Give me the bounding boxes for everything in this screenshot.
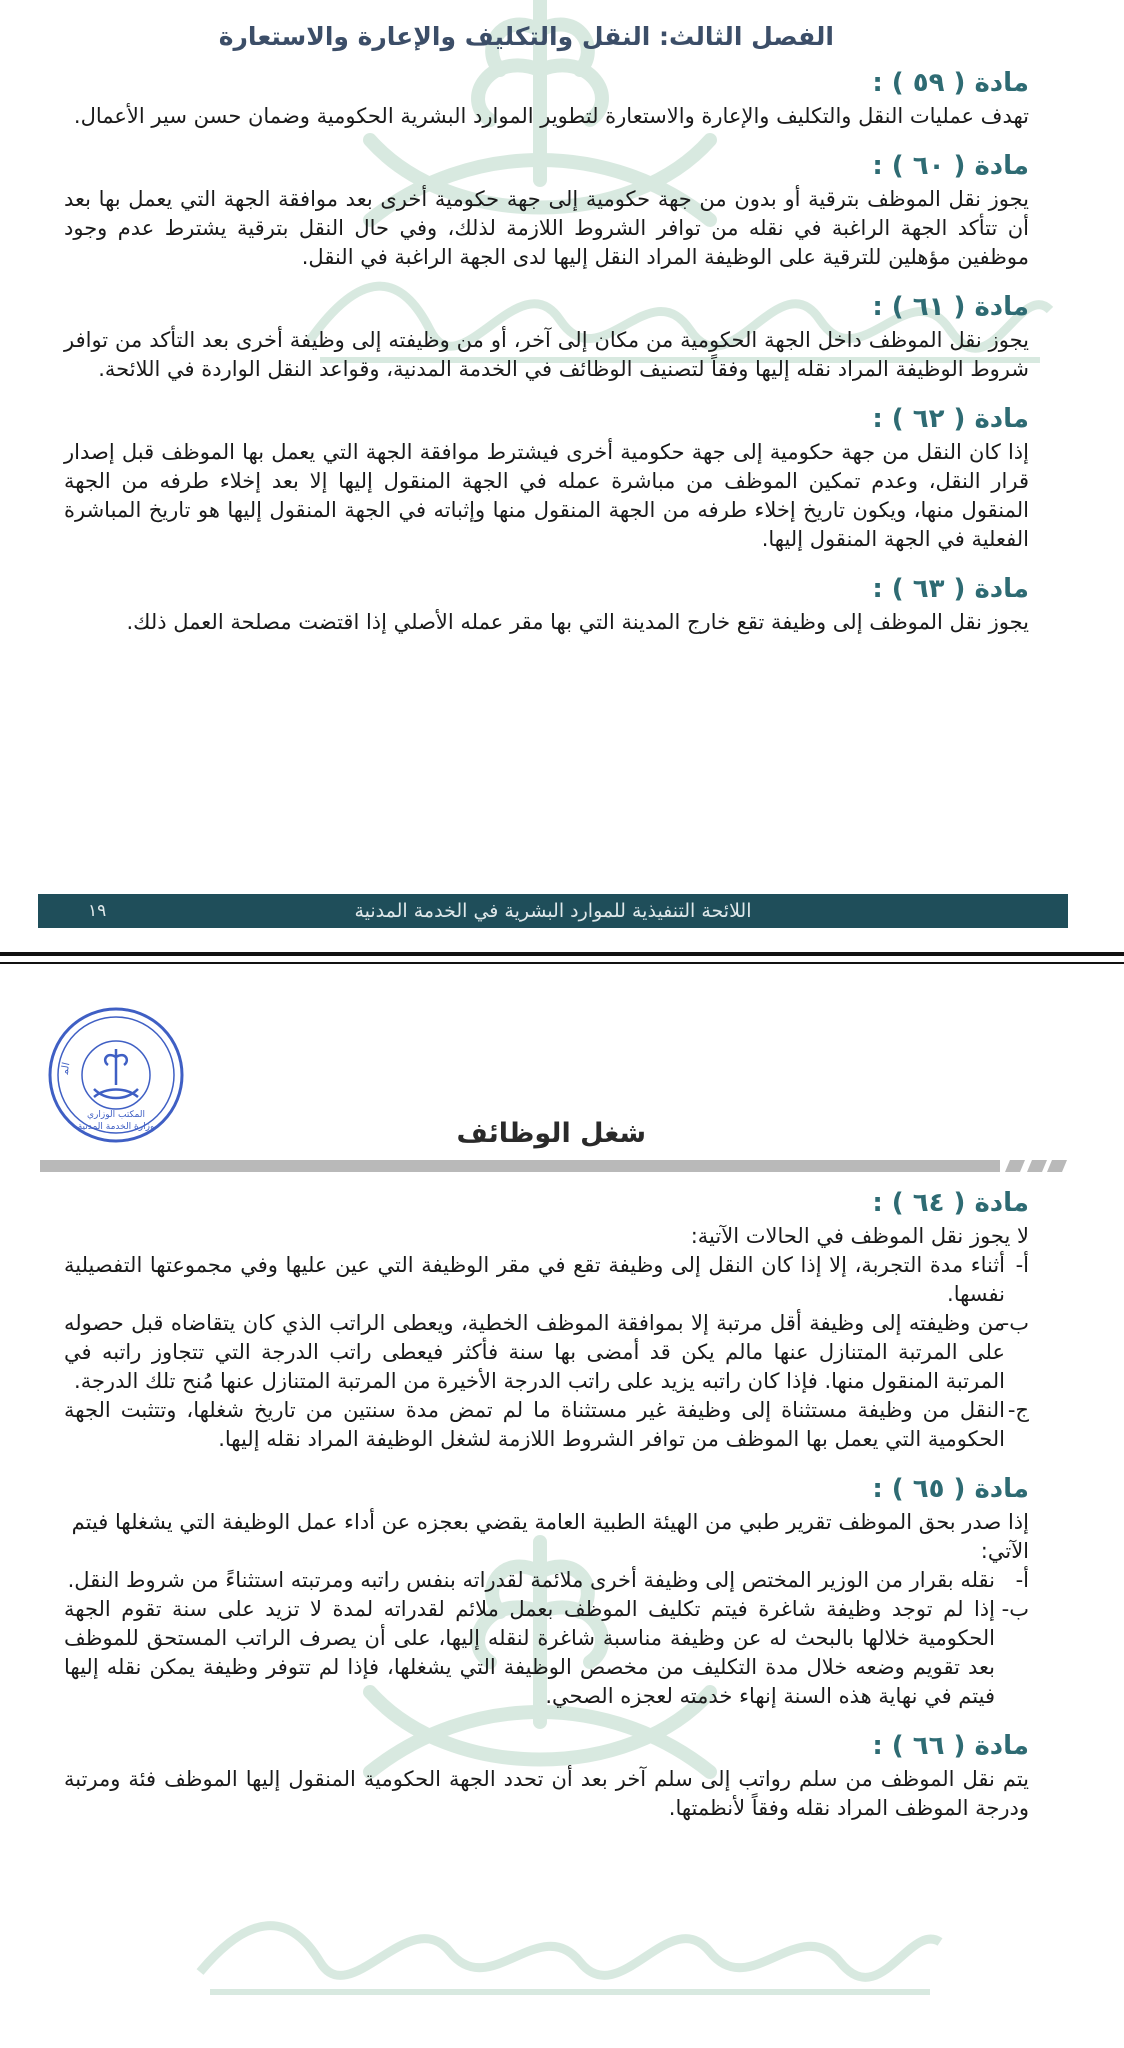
section-divider-bar (40, 1156, 1070, 1174)
seal-text: وزارة الخدمة المدنية (77, 1122, 155, 1132)
item-text: النقل من وظيفة مستثناة إلى وظيفة غير مستثناة ما لم تمض مدة سنتين من تاريخ شغلها، وتتثبت الجهة الحكومية التي يعمل بها الموظف من توافر الشروط اللازمة لشغل الوظيفة المراد نقله إليها. (64, 1398, 1005, 1451)
calligraphy-watermark (190, 1892, 950, 2002)
separator-line (0, 962, 1124, 964)
page-footer-bar (38, 894, 1068, 928)
item-marker: أ- (1015, 1568, 1029, 1592)
item-marker: ج- (1007, 1398, 1029, 1422)
article-heading: مادة ( ٦٥ ) : (872, 1474, 1029, 1504)
article-62 (64, 402, 1029, 554)
articles-section (64, 1186, 1029, 1841)
article-60 (64, 149, 1029, 272)
article-heading: مادة ( ٦٤ ) : (872, 1188, 1029, 1218)
chapter-title: الفصل الثالث: النقل والتكليف والإعارة والاستعارة (218, 22, 834, 51)
item-marker: ب- (1001, 1597, 1029, 1621)
list-item (64, 1566, 1029, 1595)
page-number: ١٩ (88, 901, 107, 921)
article-61 (64, 290, 1029, 384)
article-heading: مادة ( ٥٩ ) : (872, 68, 1029, 98)
seal-text: الم (59, 1061, 73, 1075)
article-text: يجوز نقل الموظف إلى وظيفة تقع خارج المدينة التي بها مقر عمله الأصلي إذا اقتضت مصلحة العمل ذلك. (126, 610, 1029, 634)
item-text: أثناء مدة التجربة، إلا إذا كان النقل إلى وظيفة تقع في مقر الوظيفة التي عين عليها وفي مجموعتها التفصيلية نفسها. (64, 1253, 1005, 1306)
list-item (64, 1595, 1029, 1711)
article-66 (64, 1729, 1029, 1823)
seal-text: المكتب الوزاري (87, 1110, 145, 1120)
articles-section (64, 66, 1029, 655)
item-marker: ب- (1001, 1311, 1029, 1335)
article-text: إذا كان النقل من جهة حكومية إلى جهة حكومية أخرى فيشترط موافقة الجهة التي يعمل بها الموظف قبل إصدار قرار النقل، وعدم تمكين الموظف من مباشرة عمله في الجهة المنقول إليها إلا بعد إخلاء طرفه من الجهة المنقول منها، ويكون تاريخ إخلاء طرفه من الجهة المنقول منها وإثباته في الجهة المنقول إليها هو تاريخ المباشرة الفعلية في الجهة المنقول إليها. (64, 440, 1029, 551)
article-intro: إذا صدر بحق الموظف تقرير طبي من الهيئة الطبية العامة يقضي بعجزه عن أداء عمل الوظيفة التي يشغلها فيتم الآتي: (71, 1510, 1029, 1563)
article-text: تهدف عمليات النقل والتكليف والإعارة والاستعارة لتطوير الموارد البشرية الحكومية وضمان حسن سير الأعمال. (73, 104, 1029, 128)
list-item (64, 1251, 1029, 1309)
official-seal-stamp (46, 1005, 186, 1145)
document-page-19 (0, 0, 1124, 948)
article-heading: مادة ( ٦٣ ) : (872, 574, 1029, 604)
article-intro: لا يجوز نقل الموظف في الحالات الآتية: (690, 1224, 1029, 1248)
article-heading: مادة ( ٦١ ) : (872, 292, 1029, 322)
article-text: يتم نقل الموظف من سلم رواتب إلى سلم آخر بعد أن تحدد الجهة الحكومية المنقول إليها الموظف فئة ومرتبة ودرجة الموظف المراد نقله وفقاً لأنظمتها. (64, 1767, 1029, 1820)
footer-title: اللائحة التنفيذية للموارد البشرية في الخدمة المدنية (354, 900, 752, 922)
article-63 (64, 572, 1029, 637)
separator-line (0, 952, 1124, 956)
article-heading: مادة ( ٦٢ ) : (872, 404, 1029, 434)
item-text: من وظيفته إلى وظيفة أقل مرتبة إلا بموافقة الموظف الخطية، ويعطى الراتب الذي كان يتقاضاه قبل حصوله على المرتبة المتنازل عنها مالم يكن قد أمضى بها سنة فأكثر فيعطى راتب الدرجة التي تتجاوز راتبه في المرتبة المنقول منها. فإذا كان راتبه يزيد على راتب الدرجة الأخيرة من المرتبة المتنازل عنها مُنح تلك الدرجة. (64, 1311, 1005, 1393)
item-marker: أ- (1015, 1253, 1029, 1277)
list-item (64, 1309, 1029, 1396)
article-65 (64, 1472, 1029, 1711)
article-heading: مادة ( ٦٦ ) : (872, 1731, 1029, 1761)
article-64 (64, 1186, 1029, 1454)
page-separator (0, 948, 1124, 972)
article-text: يجوز نقل الموظف بترقية أو بدون من جهة حكومية إلى جهة حكومية أخرى بعد موافقة الجهة التي يعمل بها بعد أن تتأكد الجهة الراغبة في نقله من توافر الشروط اللازمة لذلك، وفي حال النقل بترقية يشترط عدم وجود موظفين مؤهلين للترقية على الوظيفة المراد النقل إليها لدى الجهة الراغبة في النقل. (64, 187, 1029, 269)
article-heading: مادة ( ٦٠ ) : (872, 151, 1029, 181)
article-text: يجوز نقل الموظف داخل الجهة الحكومية من مكان إلى آخر، أو من وظيفته إلى وظيفة أخرى بعد التأكد من توافر شروط الوظيفة المراد نقله إليها وفقاً لتصنيف الوظائف في الخدمة المدنية، وقواعد النقل الواردة في اللائحة. (64, 328, 1029, 381)
item-text: إذا لم توجد وظيفة شاغرة فيتم تكليف الموظف بعمل ملائم لقدراته لمدة لا تزيد على سنة تقوم الجهة الحكومية خلالها بالبحث له عن وظيفة مناسبة شاغرة لنقله إليها، على أن يصرف الراتب المستحق للموظف بعد تقويم وضعه خلال مدة التكليف من مخصص الوظيفة التي يشغلها، فإذا لم تتوفر وظيفة يمكن نقله إليها فيتم في نهاية هذه السنة إنهاء خدمته لعجزه الصحي. (64, 1597, 995, 1708)
list-item (64, 1396, 1029, 1454)
article-59 (64, 66, 1029, 131)
section-title: شغل الوظائف (456, 1118, 646, 1149)
conditions-list (64, 1251, 1029, 1454)
item-text: نقله بقرار من الوزير المختص إلى وظيفة أخرى ملائمة لقدراته بنفس راتبه ومرتبته استثناءً من شروط النقل. (67, 1568, 995, 1592)
measures-list (64, 1566, 1029, 1711)
